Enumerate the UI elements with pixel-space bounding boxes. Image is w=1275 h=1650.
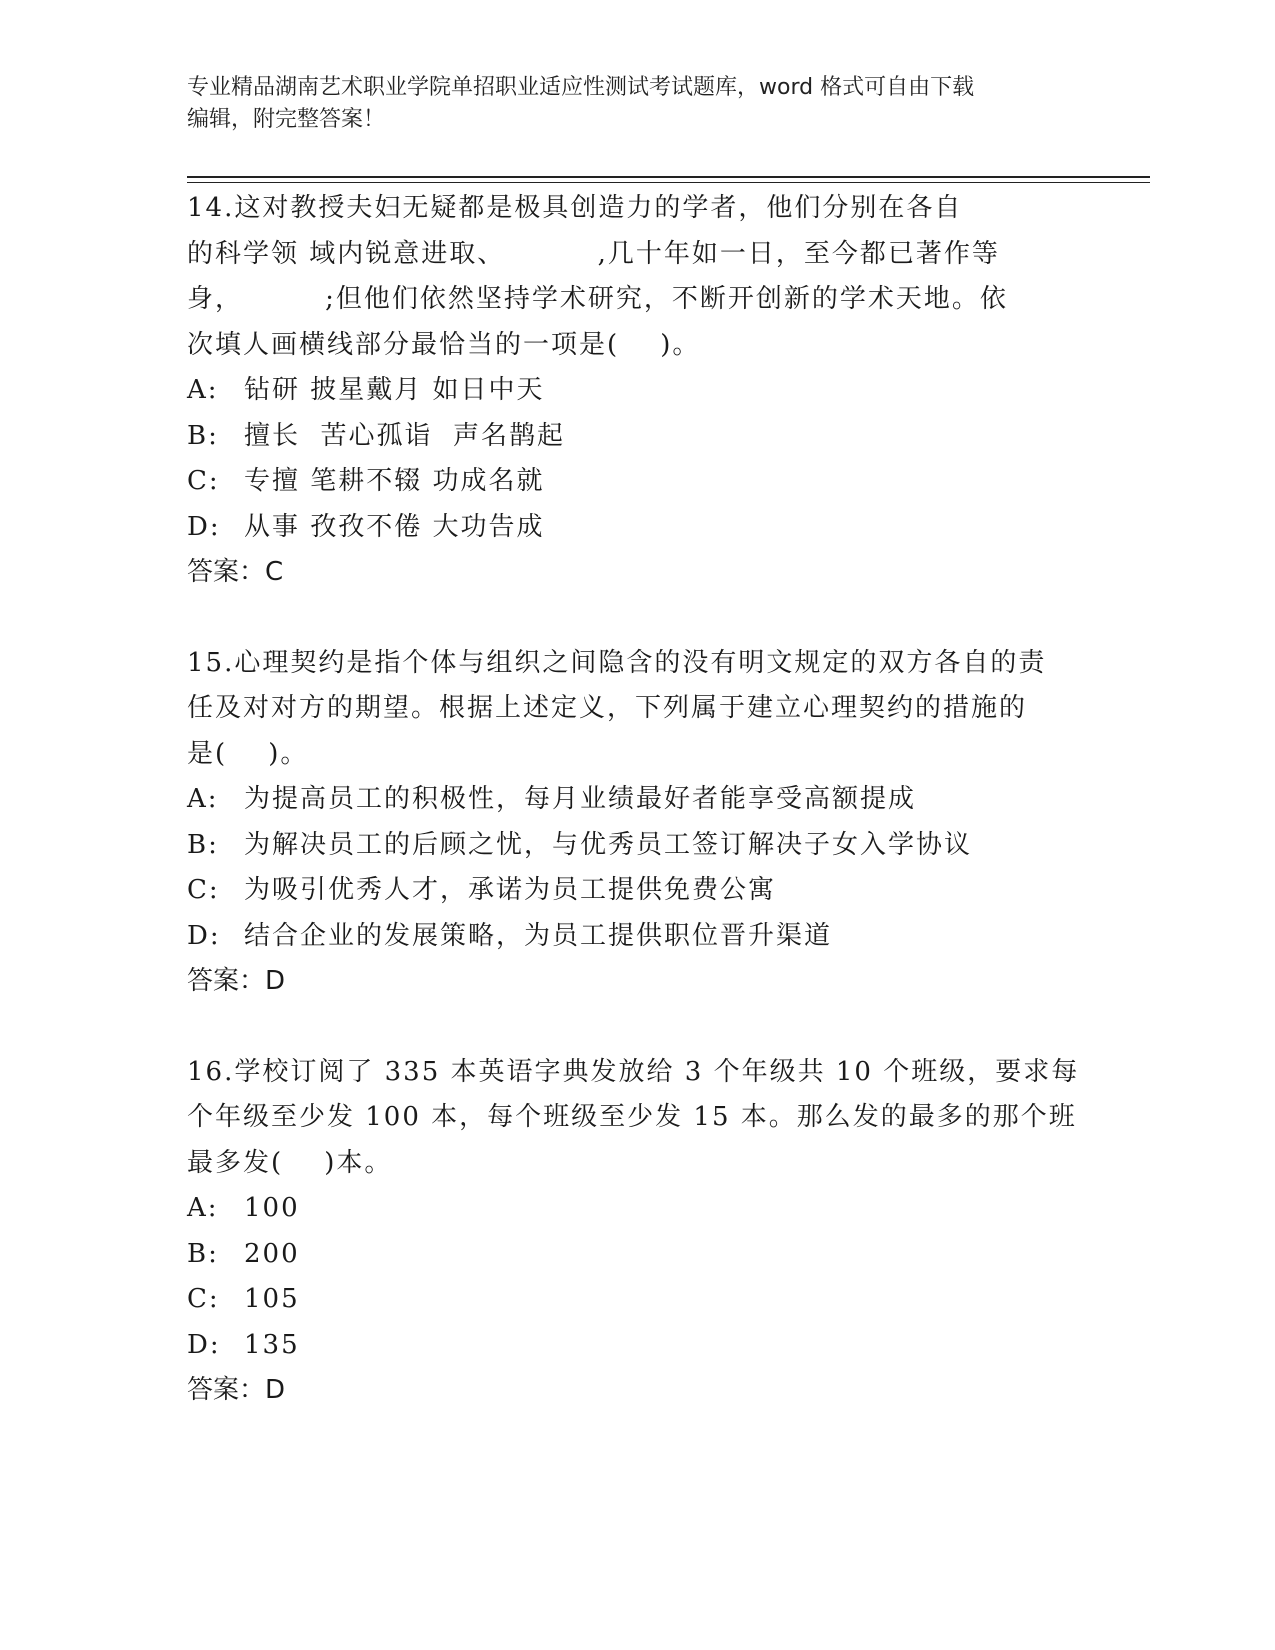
question-14 xyxy=(187,186,1087,596)
option-d xyxy=(187,1323,1087,1369)
answer-line: 答案：D xyxy=(187,966,286,996)
option-label: A: xyxy=(187,1193,219,1223)
option-label: D: xyxy=(187,511,221,542)
option-label: A: xyxy=(187,784,219,814)
option-text: 专擅 笔耕不辍 功成名就 xyxy=(244,466,545,496)
option-text: 结合企业的发展策略，为员工提供职位晋升渠道 xyxy=(244,920,833,951)
header-divider-thin xyxy=(187,182,1150,183)
option-b xyxy=(187,1232,1087,1278)
question-text-line: 次填人画横线部分最恰当的一项是( )。 xyxy=(187,329,701,360)
option-c xyxy=(187,1277,1087,1323)
option-label: C: xyxy=(187,875,220,905)
page-header xyxy=(187,72,1067,136)
option-label: C: xyxy=(187,466,220,496)
question-text-line: 15.心理契约是指个体与组织之间隐含的没有明文规定的双方各自的责 xyxy=(187,647,1047,678)
question-text-line: 最多发( )本。 xyxy=(187,1147,393,1178)
header-line-2: 编辑，附完整答案！ xyxy=(187,107,386,132)
option-text: 为吸引优秀人才，承诺为员工提供免费公寓 xyxy=(244,875,777,905)
option-text: 135 xyxy=(244,1329,300,1360)
option-a xyxy=(187,1186,1087,1232)
option-label: B: xyxy=(187,420,219,451)
option-label: C: xyxy=(187,1284,220,1314)
option-text: 从事 孜孜不倦 大功告成 xyxy=(244,511,545,542)
question-text-line: 身， ;但他们依然坚持学术研究，不断开创新的学术天地。依 xyxy=(187,284,1008,314)
option-c xyxy=(187,868,1087,914)
question-text-line: 任及对对方的期望。根据上述定义，下列属于建立心理契约的措施的 xyxy=(187,693,1028,723)
question-16 xyxy=(187,1050,1087,1414)
option-label: B: xyxy=(187,829,219,860)
option-text: 为提高员工的积极性，每月业绩最好者能享受高额提成 xyxy=(244,784,917,814)
option-d xyxy=(187,505,1087,551)
option-text: 105 xyxy=(244,1284,300,1314)
option-label: B: xyxy=(187,1238,219,1269)
question-text-line: 14.这对教授夫妇无疑都是极具创造力的学者，他们分别在各自 xyxy=(187,193,963,223)
option-label: D: xyxy=(187,920,221,951)
option-b xyxy=(187,414,1087,460)
option-text: 钻研 披星戴月 如日中天 xyxy=(244,375,545,405)
option-a xyxy=(187,368,1087,414)
option-c xyxy=(187,459,1087,505)
question-text-line: 16.学校订阅了 335 本英语字典发放给 3 个年级共 10 个班级，要求每 xyxy=(187,1056,1080,1087)
option-a xyxy=(187,777,1087,823)
question-text-line: 是( )。 xyxy=(187,738,309,769)
question-list xyxy=(187,186,1087,1459)
option-text: 100 xyxy=(244,1193,300,1223)
question-text-line: 的科学领 域内锐意进取、 ,几十年如一日，至今都已著作等 xyxy=(187,238,1000,269)
header-line-1: 专业精品湖南艺术职业学院单招职业适应性测试考试题库，word 格式可自由下载 xyxy=(187,75,975,100)
header-divider-thick xyxy=(187,176,1150,178)
option-label: A: xyxy=(187,375,219,405)
option-label: D: xyxy=(187,1329,221,1360)
option-text: 200 xyxy=(244,1238,300,1269)
answer-line: 答案：C xyxy=(187,557,284,587)
answer-line: 答案：D xyxy=(187,1375,286,1405)
question-15 xyxy=(187,641,1087,1005)
option-text: 为解决员工的后顾之忧，与优秀员工签订解决子女入学协议 xyxy=(244,829,973,860)
option-b xyxy=(187,823,1087,869)
option-d xyxy=(187,914,1087,960)
option-text: 擅长 苦心孤诣 声名鹊起 xyxy=(244,420,566,451)
question-text-line: 个年级至少发 100 本，每个班级至少发 15 本。那么发的最多的那个班 xyxy=(187,1102,1077,1132)
